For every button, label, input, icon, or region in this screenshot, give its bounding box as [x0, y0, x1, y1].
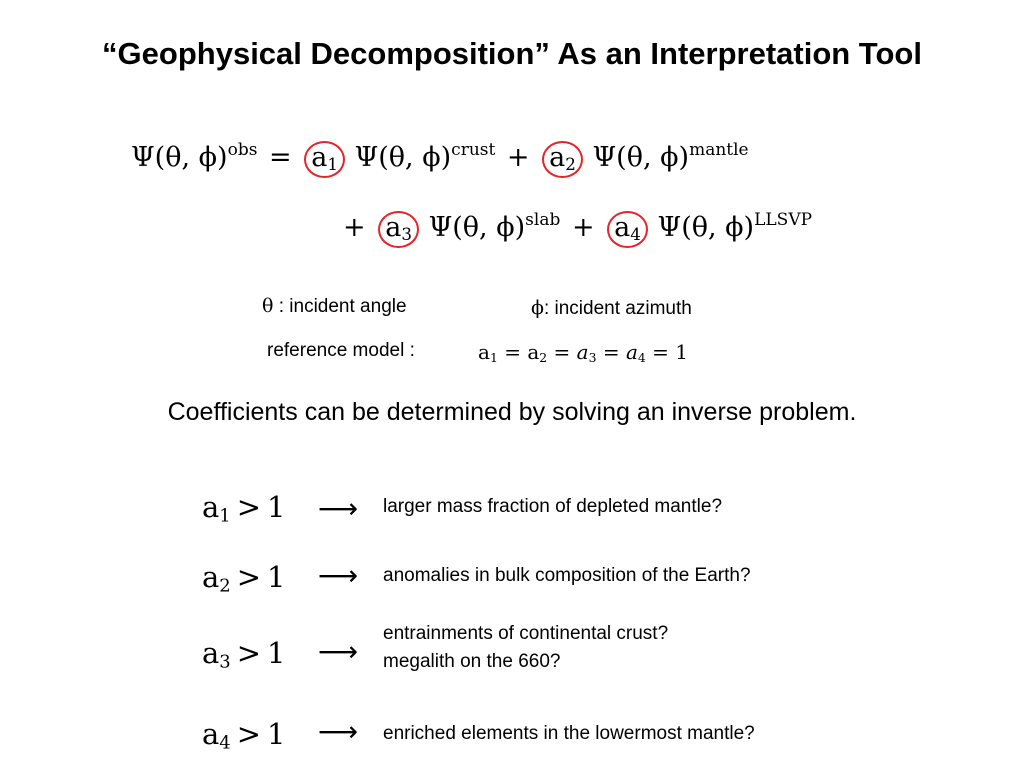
condition-a3-description	[383, 620, 668, 676]
description-line: megalith on the 660?	[383, 651, 561, 672]
theta-definition	[262, 295, 407, 318]
reference-model-equation: $a_1 = a_2 = a_3 = a_4 = 1$	[478, 340, 688, 366]
condition-a1: $a_1 > 1$	[202, 490, 286, 527]
arrow-icon: ⟶	[318, 716, 359, 747]
slide-title: “Geophysical Decomposition” As an Interpretation Tool	[102, 36, 922, 71]
condition-a2-description	[383, 562, 751, 590]
coefficient-a3-circle: $a_3$	[378, 211, 419, 248]
description-line: entrainments of continental crust?	[383, 623, 669, 644]
description-line: larger mass fraction of depleted mantle?	[383, 496, 723, 517]
arrow-icon: ⟶	[318, 636, 359, 667]
reference-model-label: reference model :	[267, 340, 415, 361]
equation-line-1	[131, 142, 749, 174]
theta-text: : incident angle	[273, 296, 407, 317]
condition-a4: $a_4 > 1$	[202, 717, 286, 754]
condition-a2: $a_2 > 1$	[202, 560, 286, 597]
description-line: enriched elements in the lowermost mantle?	[383, 723, 755, 744]
phi-text: : incident azimuth	[543, 298, 692, 319]
inverse-problem-statement: Coefficients can be determined by solving an inverse problem.	[167, 398, 857, 426]
psi-obs: Ψ(θ, ϕ)$^{obs}$	[131, 140, 258, 173]
theta-symbol: θ	[262, 295, 274, 317]
plus-sign: +	[506, 142, 530, 173]
plus-sign: +	[343, 212, 366, 243]
equals-sign: =	[269, 142, 292, 173]
condition-a1-description	[383, 493, 722, 521]
plus-sign: +	[571, 212, 595, 243]
description-line: anomalies in bulk composition of the Earth?	[383, 565, 751, 586]
arrow-icon: ⟶	[318, 493, 359, 524]
psi-slab: Ψ(θ, ϕ)$^{slab}$	[428, 210, 561, 243]
coefficient-a2-circle: $a_2$	[542, 141, 583, 178]
psi-llsvp: Ψ(θ, ϕ)$^{LLSVP}$	[657, 210, 813, 243]
coefficient-a1-circle: $a_1$	[304, 141, 345, 178]
phi-symbol: ϕ	[531, 297, 544, 319]
condition-a3: $a_3 > 1$	[202, 636, 286, 673]
arrow-icon: ⟶	[318, 560, 359, 591]
psi-crust: Ψ(θ, ϕ)$^{crust}$	[354, 140, 496, 173]
equation-line-2	[340, 212, 812, 244]
phi-definition	[531, 297, 692, 320]
psi-mantle: Ψ(θ, ϕ)$^{mantle}$	[592, 140, 749, 173]
coefficient-a4-circle: $a_4$	[607, 211, 648, 248]
condition-a4-description	[383, 720, 755, 748]
